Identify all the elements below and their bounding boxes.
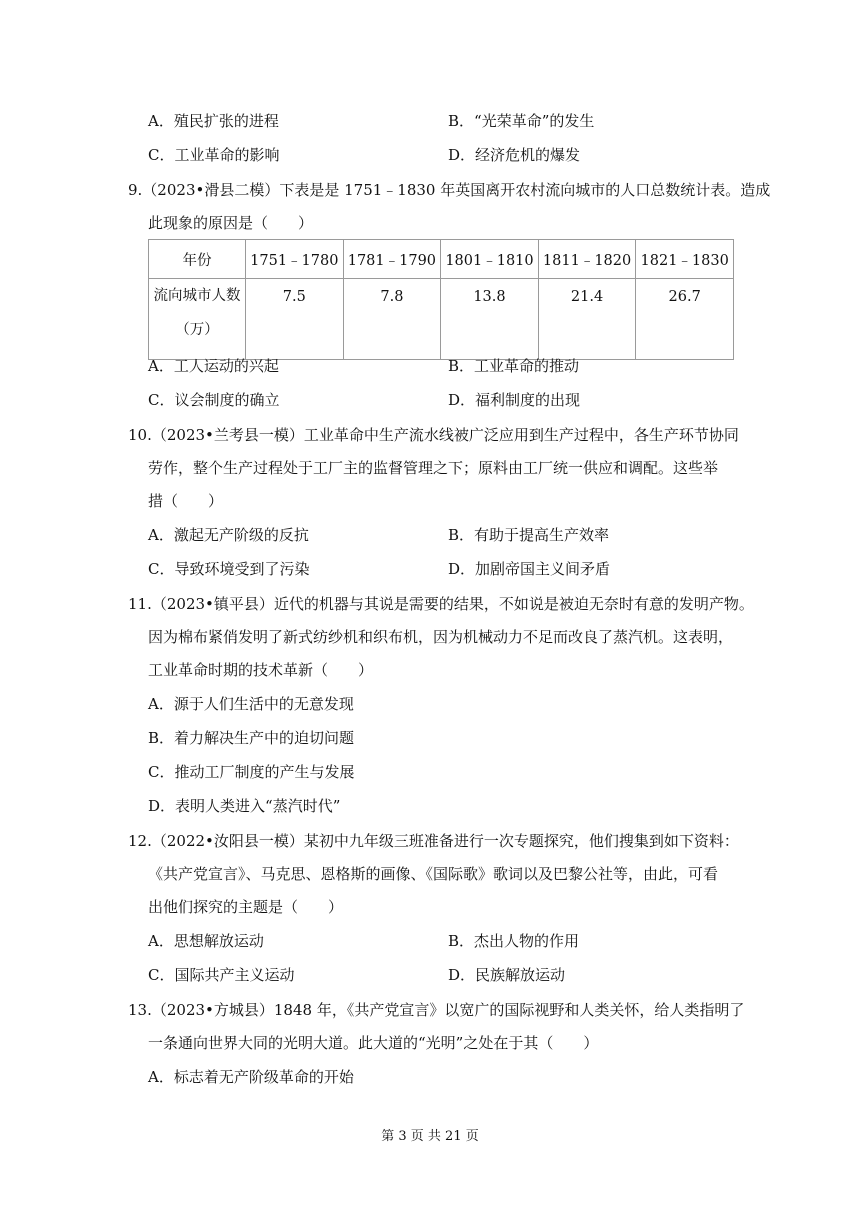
table-header-cell: 年份: [149, 240, 246, 279]
row-label-line2: （万）: [175, 322, 219, 338]
q12-stem-line1: 12.（2022•汝阳县一模）某初中九年级三班准备进行一次专题探究，他们搜集到如下资料：: [128, 832, 739, 850]
q11-option-c: C．推动工厂制度的产生与发展: [148, 763, 355, 781]
table-cell: 26.7: [636, 279, 734, 360]
q10-stem-line3: 措（ ）: [148, 492, 224, 510]
q9-option-a: A．工人运动的兴起: [148, 357, 279, 375]
q9-option-b: B．工业革命的推动: [448, 357, 580, 375]
population-table: [148, 239, 734, 360]
table-cell: 21.4: [538, 279, 636, 360]
table-header-cell: 1801﹣1810: [441, 240, 539, 279]
q10-option-c: C．导致环境受到了污染: [148, 560, 310, 578]
q9-stem-line2: 此现象的原因是（ ）: [148, 214, 314, 232]
q10-option-a: A．激起无产阶级的反抗: [148, 526, 309, 544]
q10-stem-line2: 劳作，整个生产过程处于工厂主的监督管理之下；原料由工厂统一供应和调配。这些举: [148, 459, 719, 477]
table-header-cell: 1781﹣1790: [343, 240, 441, 279]
q12-option-c: C．国际共产主义运动: [148, 966, 295, 984]
q10-option-d: D．加剧帝国主义间矛盾: [448, 560, 611, 578]
table-header-cell: 1751﹣1780: [246, 240, 344, 279]
q11-stem-line2: 因为棉布紧俏发明了新式纺纱机和织布机，因为机械动力不足而改良了蒸汽机。这表明，: [148, 628, 734, 646]
table-header-cell: 1811﹣1820: [538, 240, 636, 279]
q11-option-b: B．着力解决生产中的迫切问题: [148, 729, 355, 747]
row-label-line1: 流向城市人数: [153, 288, 241, 304]
q11-option-d: D．表明人类进入“蒸汽时代”: [148, 797, 341, 815]
table-cell: 7.5: [246, 279, 344, 360]
q11-stem-line3: 工业革命时期的技术革新（ ）: [148, 661, 374, 679]
q12-stem-line3: 出他们探究的主题是（ ）: [148, 898, 344, 916]
q8-option-d: D．经济危机的爆发: [448, 146, 581, 164]
q9-option-c: C．议会制度的确立: [148, 391, 280, 409]
q12-option-d: D．民族解放运动: [448, 966, 566, 984]
q11-option-a: A．源于人们生活中的无意发现: [148, 695, 354, 713]
q9-option-d: D．福利制度的出现: [448, 391, 581, 409]
q10-stem-line1: 10.（2023•兰考县一模）工业革命中生产流水线被广泛应用到生产过程中，各生产环节协同: [128, 426, 739, 444]
q8-option-c: C．工业革命的影响: [148, 146, 280, 164]
table-header-row: [149, 240, 734, 279]
table-cell: 7.8: [343, 279, 441, 360]
table-row: [149, 279, 734, 360]
table-row-label: [149, 279, 246, 360]
q10-option-b: B．有助于提高生产效率: [448, 526, 610, 544]
table-header-cell: 1821﹣1830: [636, 240, 734, 279]
q13-stem-line1: 13.（2023•方城县）1848 年，《共产党宣言》以宽广的国际视野和人类关怀，给人类指明了: [128, 1001, 745, 1019]
page-footer: 第 3 页 共 21 页: [381, 1129, 479, 1144]
q12-stem-line2: 《共产党宣言》、马克思、恩格斯的画像、《国际歌》歌词以及巴黎公社等，由此，可看: [148, 865, 719, 883]
q12-option-b: B．杰出人物的作用: [448, 932, 580, 950]
table-cell: 13.8: [441, 279, 539, 360]
q8-option-b: B．“光荣革命”的发生: [448, 112, 595, 130]
q13-stem-line2: 一条通向世界大同的光明大道。此大道的“光明”之处在于其（ ）: [148, 1034, 599, 1052]
q11-stem-line1: 11.（2023•镇平县）近代的机器与其说是需要的结果，不如说是被迫无奈时有意的发明产物。: [128, 595, 754, 613]
q8-option-a: A．殖民扩张的进程: [148, 112, 279, 130]
q12-option-a: A．思想解放运动: [148, 932, 264, 950]
q9-stem-line1: 9.（2023•滑县二模）下表是是 1751﹣1830 年英国离开农村流向城市的人口总数统计表。造成: [128, 181, 771, 199]
q13-option-a: A．标志着无产阶级革命的开始: [148, 1068, 354, 1086]
